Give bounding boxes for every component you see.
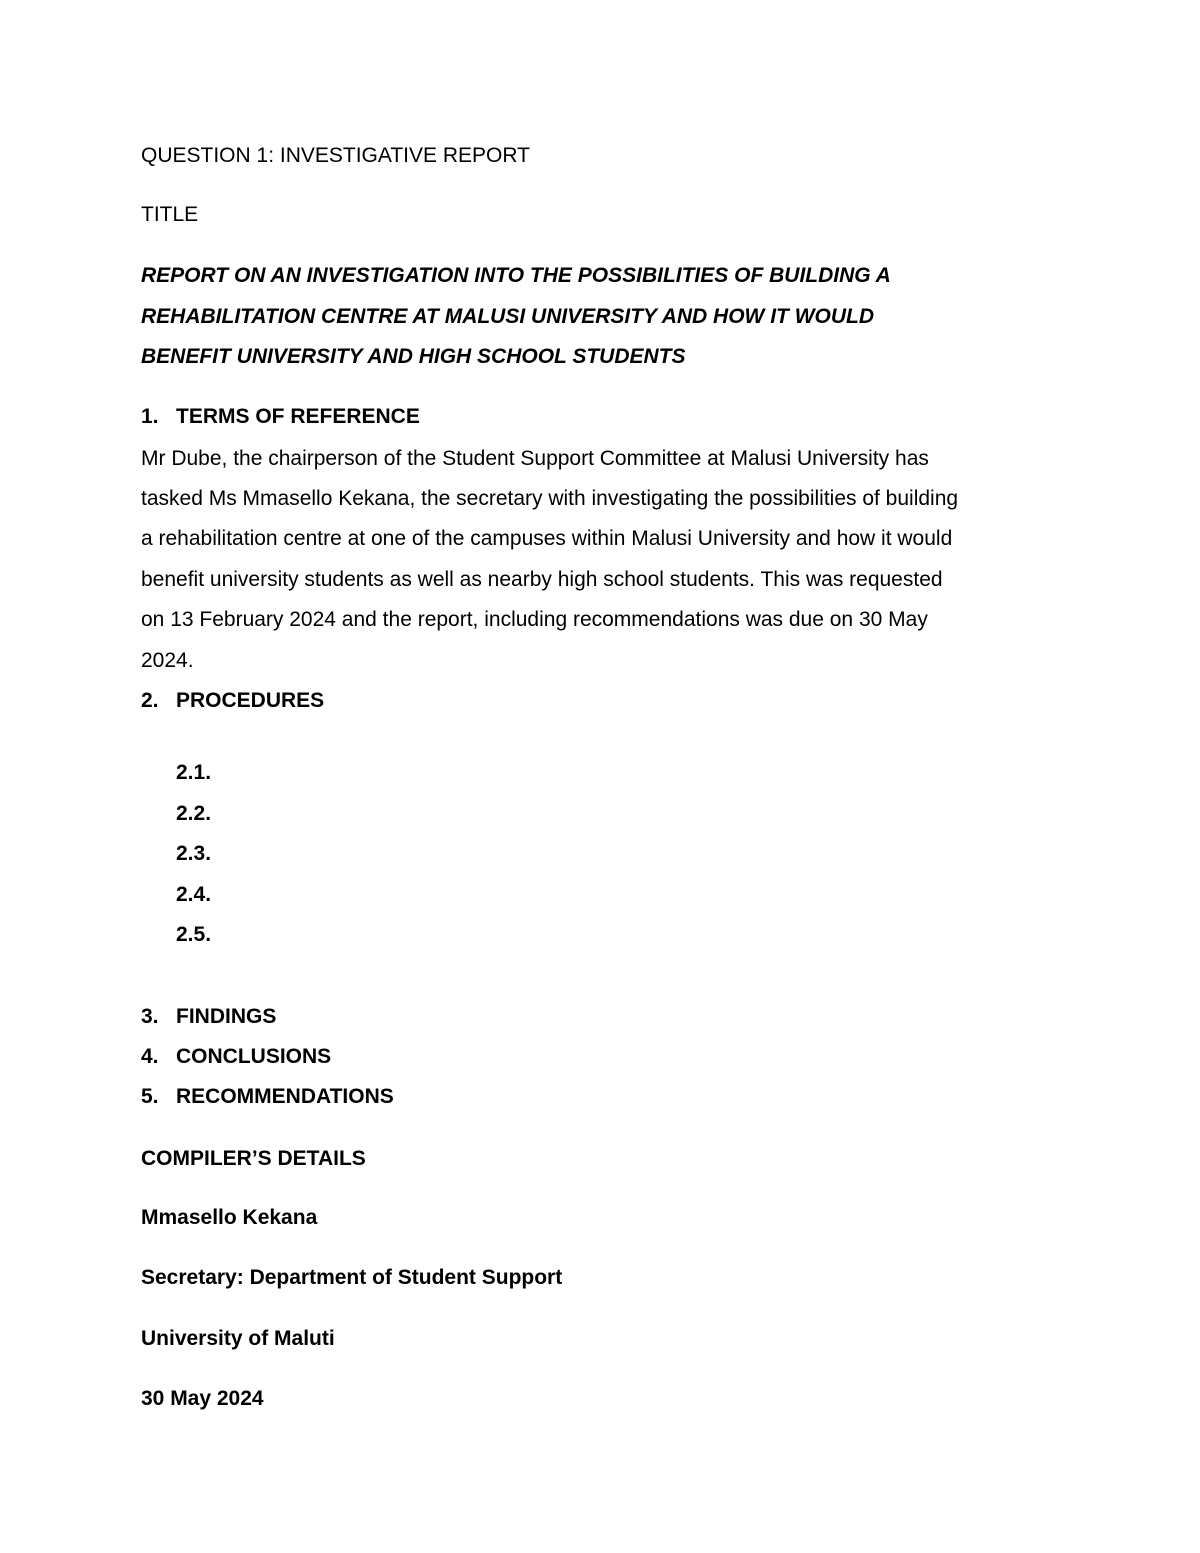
terms-paragraph-line: on 13 February 2024 and the report, including recommendations was due on 30 May — [141, 608, 928, 631]
section-number: 4. — [141, 1045, 159, 1068]
section-heading-recommendations — [141, 1084, 394, 1110]
question-heading: QUESTION 1: INVESTIGATIVE REPORT — [141, 144, 530, 167]
compiler-name: Mmasello Kekana — [141, 1206, 318, 1229]
section-title: CONCLUSIONS — [176, 1045, 332, 1068]
section-heading-conclusions — [141, 1044, 331, 1070]
procedure-item: 2.2. — [176, 802, 212, 825]
section-heading-terms — [141, 404, 420, 430]
section-title: RECOMMENDATIONS — [176, 1085, 394, 1108]
compiler-institution: University of Maluti — [141, 1327, 335, 1350]
terms-paragraph-line: benefit university students as well as nearby high school students. This was requested — [141, 568, 943, 591]
compiler-details-heading: COMPILER’S DETAILS — [141, 1147, 366, 1170]
terms-paragraph-line: Mr Dube, the chairperson of the Student Support Committee at Malusi University has — [141, 447, 929, 470]
section-number: 5. — [141, 1085, 159, 1108]
terms-paragraph-line: 2024. — [141, 649, 194, 672]
procedure-item: 2.1. — [176, 761, 212, 784]
section-number: 2. — [141, 689, 159, 712]
compiler-position: Secretary: Department of Student Support — [141, 1266, 563, 1289]
section-heading-findings — [141, 1004, 276, 1030]
section-title: TERMS OF REFERENCE — [176, 405, 420, 428]
terms-paragraph-line: a rehabilitation centre at one of the campuses within Malusi University and how it would — [141, 527, 953, 550]
section-number: 3. — [141, 1005, 159, 1028]
procedure-item: 2.4. — [176, 883, 212, 906]
title-label: TITLE — [141, 203, 199, 226]
report-title-line: BENEFIT UNIVERSITY AND HIGH SCHOOL STUDENTS — [141, 345, 686, 368]
section-number: 1. — [141, 405, 159, 428]
report-title-line: REHABILITATION CENTRE AT MALUSI UNIVERSITY AND HOW IT WOULD — [141, 305, 875, 328]
report-title-line: REPORT ON AN INVESTIGATION INTO THE POSSIBILITIES OF BUILDING A — [141, 264, 891, 287]
section-heading-procedures — [141, 688, 324, 714]
procedure-item: 2.5. — [176, 923, 212, 946]
compiler-date: 30 May 2024 — [141, 1387, 264, 1410]
section-title: PROCEDURES — [176, 689, 325, 712]
terms-paragraph-line: tasked Ms Mmasello Kekana, the secretary with investigating the possibilities of building — [141, 487, 959, 510]
section-title: FINDINGS — [176, 1005, 277, 1028]
procedure-item: 2.3. — [176, 842, 212, 865]
